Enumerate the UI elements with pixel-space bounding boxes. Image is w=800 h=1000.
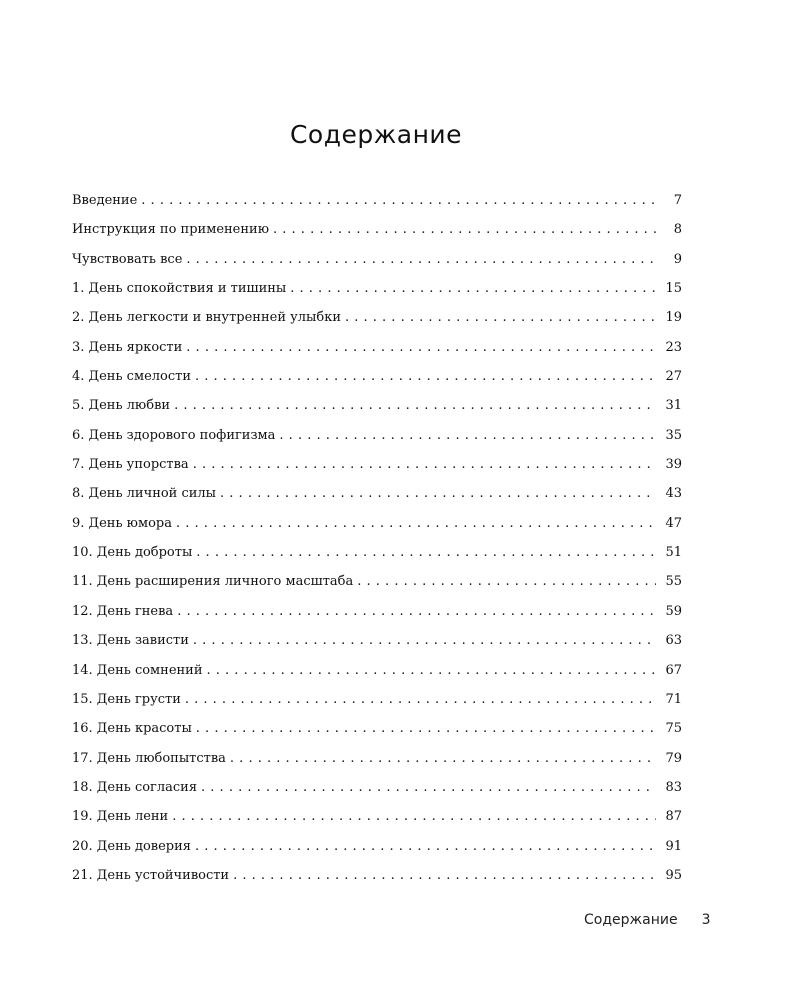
toc-entry[interactable]: [72, 193, 682, 222]
toc-entry-page-number: 87: [665, 809, 682, 825]
toc-entry[interactable]: [72, 486, 682, 515]
toc-entry-page-number: 63: [665, 633, 682, 649]
toc-dot-leader: [345, 310, 656, 325]
toc-dot-leader: [186, 340, 656, 355]
table-of-contents: [72, 193, 682, 897]
toc-entry[interactable]: [72, 457, 682, 486]
toc-entry[interactable]: [72, 369, 682, 398]
page-title: Содержание: [289, 120, 463, 149]
footer-page-number: 3: [701, 912, 711, 928]
toc-entry-page-number: 51: [665, 545, 682, 561]
toc-entry[interactable]: [72, 868, 682, 897]
toc-entry-page-number: 23: [665, 339, 682, 355]
toc-entry-title: 12. День гнева: [72, 603, 174, 619]
toc-entry-title: 1. День спокойствия и тишины: [72, 281, 287, 297]
toc-entry[interactable]: [72, 574, 682, 603]
toc-entry-page-number: 19: [665, 310, 682, 326]
toc-entry-page-number: 79: [665, 750, 682, 766]
toc-entry-page-number: 27: [665, 369, 682, 385]
toc-dot-leader: [177, 604, 656, 619]
toc-entry-title: 9. День юмора: [72, 515, 173, 531]
toc-entry-title: 6. День здорового пофигизма: [72, 427, 276, 443]
toc-entry-page-number: 7: [673, 193, 682, 208]
toc-entry[interactable]: [72, 809, 682, 838]
toc-dot-leader: [174, 398, 656, 413]
toc-entry-page-number: 91: [665, 838, 682, 854]
toc-dot-leader: [201, 780, 656, 795]
toc-dot-leader: [172, 809, 656, 824]
toc-entry[interactable]: [72, 310, 682, 339]
toc-entry-title: 4. День смелости: [72, 369, 191, 385]
toc-entry-title: Чувствовать все: [72, 251, 183, 267]
toc-entry[interactable]: [72, 398, 682, 427]
toc-entry-title: 5. День любви: [72, 398, 171, 414]
toc-entry-title: 16. День красоты: [72, 721, 192, 737]
toc-entry-title: 13. День зависти: [72, 633, 189, 649]
toc-dot-leader: [193, 457, 656, 472]
toc-entry-page-number: 75: [665, 721, 682, 737]
toc-entry[interactable]: [72, 281, 682, 310]
toc-entry[interactable]: [72, 516, 682, 545]
toc-entry[interactable]: [72, 545, 682, 574]
toc-entry[interactable]: [72, 721, 682, 750]
toc-entry-page-number: 83: [665, 779, 682, 795]
toc-entry[interactable]: [72, 663, 682, 692]
toc-entry-title: 15. День грусти: [72, 691, 181, 707]
toc-dot-leader: [176, 516, 656, 531]
toc-dot-leader: [185, 692, 656, 707]
toc-entry-title: 21. День устойчивости: [72, 867, 230, 883]
toc-entry-page-number: 71: [665, 691, 682, 707]
toc-entry[interactable]: [72, 604, 682, 633]
toc-entry-page-number: 59: [665, 603, 682, 619]
toc-entry-title: Введение: [72, 193, 138, 208]
toc-entry[interactable]: [72, 428, 682, 457]
toc-dot-leader: [233, 868, 656, 883]
toc-entry-title: 17. День любопытства: [72, 750, 226, 766]
toc-dot-leader: [195, 369, 656, 384]
toc-dot-leader: [196, 545, 656, 560]
toc-entry[interactable]: [72, 340, 682, 369]
toc-entry-title: 2. День легкости и внутренней улыбки: [72, 310, 341, 326]
toc-dot-leader: [141, 193, 656, 208]
toc-entry-title: 20. День доверия: [72, 838, 191, 854]
toc-entry[interactable]: [72, 839, 682, 868]
toc-entry-title: Инструкция по применению: [72, 222, 270, 238]
toc-entry[interactable]: [72, 751, 682, 780]
toc-entry-page-number: 39: [665, 457, 682, 473]
toc-entry-title: 14. День сомнений: [72, 662, 203, 678]
toc-entry-title: 7. День упорства: [72, 457, 189, 473]
toc-dot-leader: [195, 839, 656, 854]
toc-entry-page-number: 9: [673, 251, 682, 267]
toc-dot-leader: [279, 428, 656, 443]
toc-dot-leader: [196, 721, 656, 736]
toc-dot-leader: [207, 663, 656, 678]
toc-entry[interactable]: [72, 633, 682, 662]
toc-dot-leader: [220, 486, 656, 501]
toc-entry-page-number: 31: [665, 398, 682, 414]
toc-dot-leader: [193, 633, 656, 648]
toc-entry[interactable]: [72, 780, 682, 809]
toc-entry[interactable]: [72, 222, 682, 251]
toc-entry-title: 18. День согласия: [72, 779, 198, 795]
footer-section-label: Содержание: [584, 912, 678, 928]
toc-entry-page-number: 8: [673, 222, 682, 238]
toc-entry-title: 3. День яркости: [72, 339, 183, 355]
toc-dot-leader: [290, 281, 656, 296]
toc-entry-page-number: 55: [665, 574, 682, 590]
toc-dot-leader: [186, 252, 656, 267]
toc-dot-leader: [230, 751, 656, 766]
toc-dot-leader: [273, 222, 656, 237]
toc-entry-title: 8. День личной силы: [72, 486, 217, 502]
toc-entry[interactable]: [72, 252, 682, 281]
toc-entry-page-number: 15: [665, 281, 682, 297]
running-footer: [584, 912, 711, 928]
toc-entry-page-number: 67: [665, 662, 682, 678]
toc-entry-page-number: 35: [665, 427, 682, 443]
toc-entry-page-number: 95: [665, 867, 682, 883]
toc-entry-title: 11. День расширения личного масштаба: [72, 574, 354, 590]
toc-entry-title: 19. День лени: [72, 809, 169, 825]
toc-entry-title: 10. День доброты: [72, 545, 193, 561]
toc-entry-page-number: 47: [665, 515, 682, 531]
toc-dot-leader: [357, 574, 656, 589]
toc-entry-page-number: 43: [665, 486, 682, 502]
toc-entry[interactable]: [72, 692, 682, 721]
